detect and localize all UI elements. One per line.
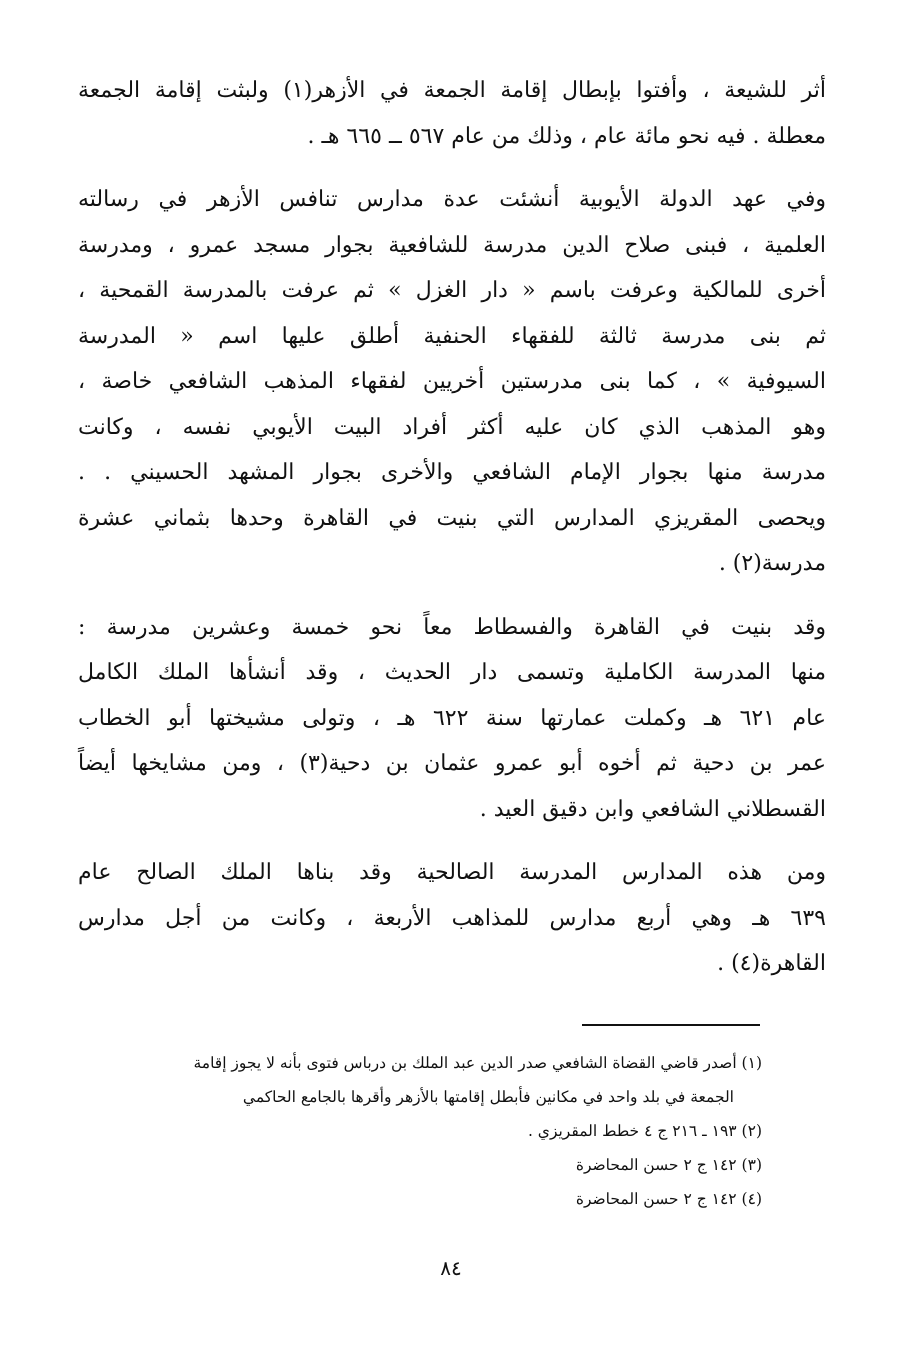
text-line: عام ٦٢١ هـ وكملت عمارتها سنة ٦٢٢ هـ ، وتولى مشيختها أبو الخطاب — [78, 705, 826, 731]
text-line: ومن هذه المدارس المدرسة الصالحية وقد بناها الملك الصالح عام — [78, 860, 826, 885]
main-text — [78, 68, 826, 1005]
paragraph-3 — [78, 605, 826, 833]
text-line: وفي عهد الدولة الأيوبية أنشئت عدة مدارس تنافس الأزهر في رسالته — [78, 187, 826, 212]
text-line: القسطلاني الشافعي وابن دقيق العيد . — [479, 796, 826, 822]
footnotes — [78, 1046, 762, 1216]
text-line: القاهرة(٤) . — [717, 951, 826, 976]
footnote-3: (٣) ١٤٢ ج ٢ حسن المحاضرة — [575, 1156, 762, 1174]
text-line: مدرسة(٢) . — [718, 551, 826, 576]
text-line: مدرسة منها بجوار الإمام الشافعي والأخرى بجوار المشهد الحسيني . . — [78, 460, 826, 485]
text-line: ثم بنى مدرسة ثالثة للفقهاء الحنفية أطلق عليها اسم « المدرسة — [78, 323, 826, 349]
footnote-2: (٢) ١٩٣ ـ ٢١٦ ج ٤ خطط المقريزي . — [527, 1122, 762, 1140]
text-line: وهو المذهب الذي كان عليه أكثر أفراد البيت الأيوبي نفسه ، وكانت — [78, 414, 826, 440]
text-line: ٦٣٩ هـ وهي أربع مدارس للمذاهب الأربعة ، وكانت من أجل مدارس — [78, 905, 826, 931]
text-line: عمر بن دحية ثم أخوه أبو عمرو عثمان بن دحية(٣) ، ومن مشايخها أيضاً — [78, 751, 827, 776]
text-line: منها المدرسة الكاملية وتسمى دار الحديث ، وقد أنشأها الملك الكامل — [78, 660, 826, 685]
text-line: أثر للشيعة ، وأفتوا بإبطال إقامة الجمعة في الأزهر(١) ولبثت إقامة الجمعة — [78, 78, 826, 103]
footnote-separator — [582, 1024, 760, 1026]
text-line: وقد بنيت في القاهرة والفسطاط معاً نحو خمسة وعشرين مدرسة : — [78, 614, 826, 640]
paragraph-2 — [78, 177, 826, 587]
text-line: العلمية ، فبنى صلاح الدين مدرسة للشافعية بجوار مسجد عمرو ، ومدرسة — [78, 232, 826, 258]
footnote-1: (١) أصدر قاضي القضاة الشافعي صدر الدين عبد الملك بن درباس فتوى بأنه لا يجوز إقامة — [193, 1054, 762, 1072]
text-line: معطلة . فيه نحو مائة عام ، وذلك من عام ٥٦٧ ــ ٦٦٥ هـ . — [307, 123, 826, 149]
paragraph-4 — [78, 850, 826, 987]
text-line: السيوفية » ، كما بنى مدرستين أخريين لفقهاء المذهب الشافعي خاصة ، — [78, 369, 826, 394]
text-line: ويحصى المقريزي المدارس التي بنيت في القاهرة وحدها بثماني عشرة — [78, 505, 826, 531]
footnote-4: (٤) ١٤٢ ج ٢ حسن المحاضرة — [575, 1190, 762, 1208]
page-number: ٨٤ — [440, 1256, 462, 1280]
footnote-1-continuation: الجمعة في بلد واحد في مكانين فأبطل إقامتها بالأزهر وأقرها بالجامع الحاكمي — [242, 1088, 734, 1106]
paragraph-1 — [78, 68, 826, 159]
text-line: أخرى للمالكية وعرفت باسم « دار الغزل » ثم عرفت بالمدرسة القمحية ، — [78, 278, 826, 303]
